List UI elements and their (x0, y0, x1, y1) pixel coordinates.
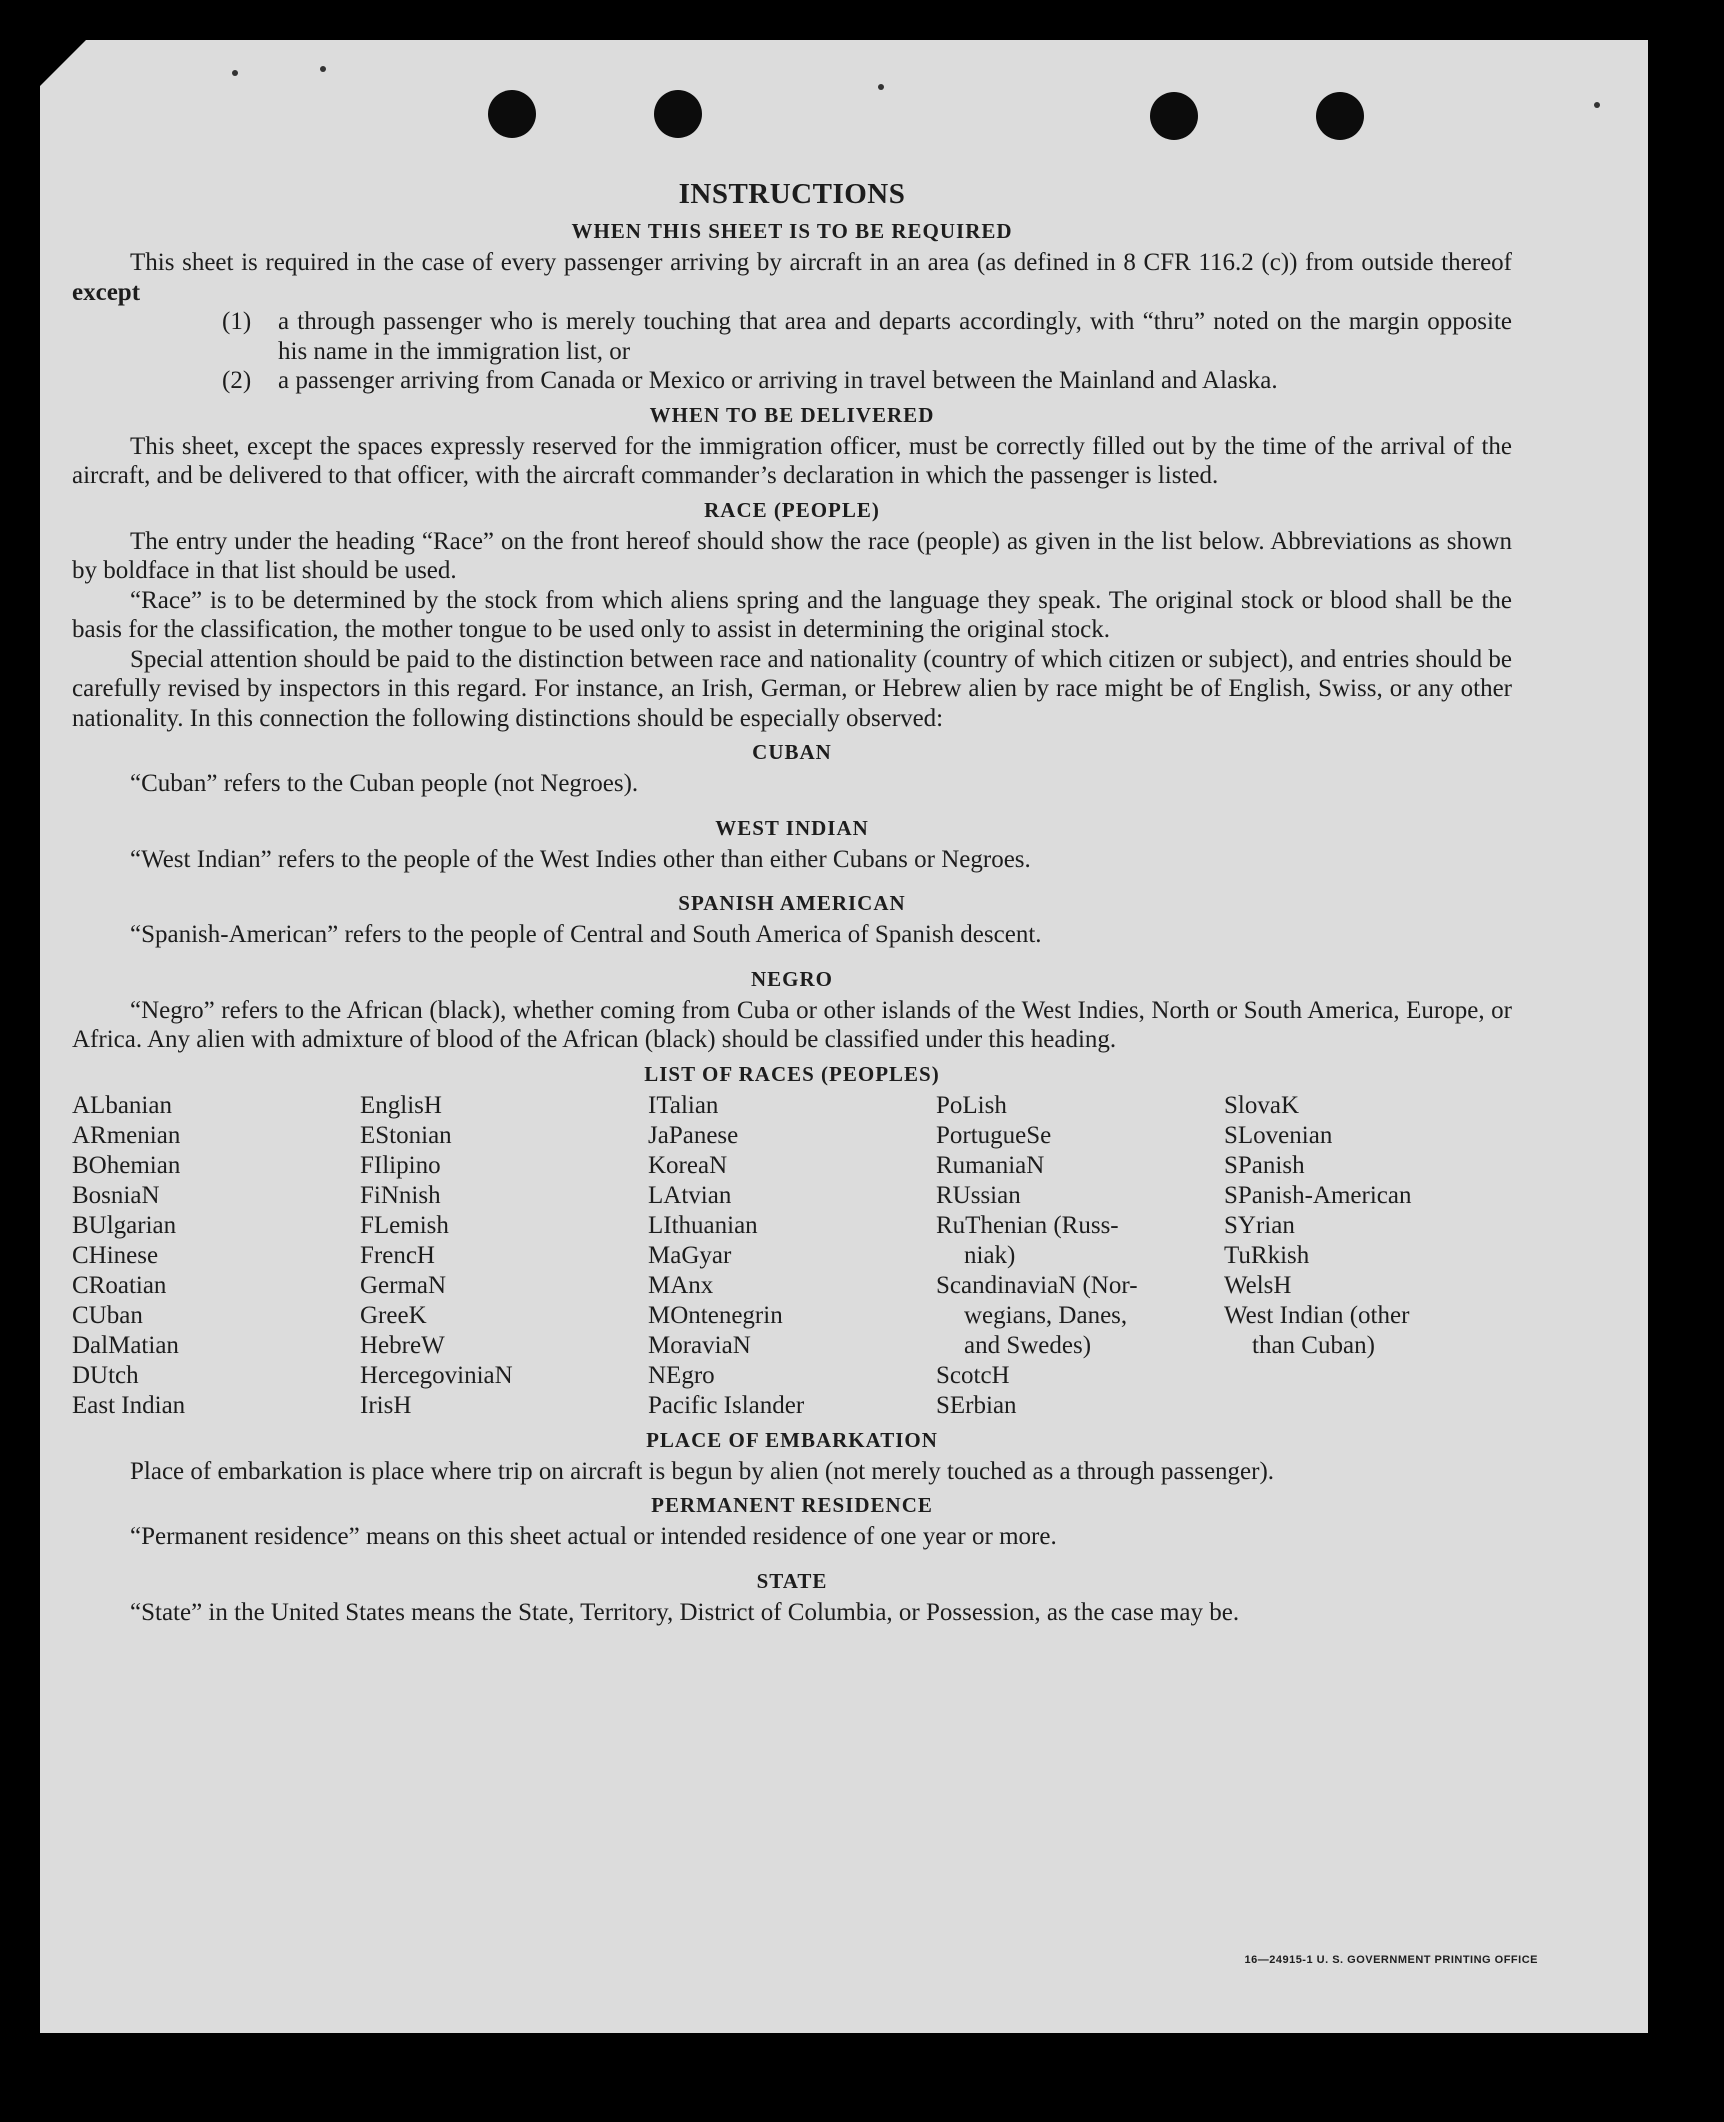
races-column-2 (360, 1091, 648, 1421)
race-item: GreeK (360, 1301, 427, 1329)
heading-embarkation: PLACE OF EMBARKATION (646, 1427, 938, 1452)
race-item: WelsH (1224, 1271, 1292, 1299)
residence-text: “Permanent residence” means on this sheet actual or intended residence of one year or more. (130, 1523, 1057, 1550)
page-title: INSTRUCTIONS (678, 178, 906, 210)
punch-hole (1150, 92, 1198, 140)
race-item: BOhemian (72, 1151, 181, 1179)
folded-corner (40, 40, 86, 86)
race-item: IrisH (360, 1391, 412, 1419)
race-item: HebreW (360, 1331, 445, 1359)
race-item: East Indian (72, 1391, 186, 1419)
heading-west-indian: WEST INDIAN (715, 815, 869, 840)
race-item: PortugueSe (936, 1121, 1052, 1149)
heading-race: RACE (PEOPLE) (704, 497, 880, 522)
race-item: Pacific Islander (648, 1391, 805, 1419)
race-item: CRoatian (72, 1271, 167, 1299)
race-item: EnglisH (360, 1091, 442, 1119)
race-item: MOntenegrin (648, 1301, 783, 1329)
race-item: GermaN (360, 1271, 447, 1299)
speck (1594, 102, 1600, 108)
race-item: DalMatian (72, 1331, 179, 1359)
race-item: FIlipino (360, 1151, 441, 1179)
heading-delivered: WHEN TO BE DELIVERED (649, 402, 935, 427)
punch-hole (1316, 92, 1364, 140)
negro-text: “Negro” refers to the African (black), whether coming from Cuba or other islands of the West Indies, North or South America, Europe, or Africa. Any alien with admixture of blood of the African (black) should be classified under this heading. (72, 996, 1512, 1053)
races-column-3 (648, 1091, 936, 1421)
west-indian-text: “West Indian” refers to the people of the West Indies other than either Cubans or Negroes. (130, 845, 1031, 873)
race-item: PoLish (936, 1091, 1007, 1119)
punch-hole (488, 90, 536, 138)
race-item: BosniaN (72, 1181, 160, 1209)
race-item: ITalian (648, 1091, 719, 1119)
race-paragraph-2: “Race” is to be determined by the stock from which aliens spring and the language they speak. The original stock or blood shall be the basis for the classification, the mother tongue to be used only to assist in determining the original stock. (72, 586, 1512, 643)
race-item: FiNnish (360, 1181, 441, 1209)
heading-cuban: CUBAN (752, 740, 832, 764)
race-item: KoreaN (648, 1151, 728, 1179)
race-item: SPanish (1224, 1151, 1305, 1179)
race-item: ARmenian (72, 1121, 181, 1149)
race-item: than Cuban) (1252, 1331, 1375, 1359)
race-item: SYrian (1224, 1211, 1295, 1239)
race-item: SlovaK (1224, 1091, 1299, 1119)
instructions-content (72, 176, 1512, 1627)
race-item: SPanish-American (1224, 1181, 1412, 1209)
heading-state: STATE (756, 1568, 828, 1593)
printing-office-footer: 16—24915-1 U. S. GOVERNMENT PRINTING OFFICE (1244, 1954, 1538, 1966)
race-item: HercegoviniaN (360, 1361, 513, 1389)
races-column-5 (1224, 1091, 1512, 1421)
race-item: CUban (72, 1301, 143, 1329)
race-item: West Indian (other (1224, 1301, 1410, 1329)
race-item: ScandinaviaN (Nor- (936, 1271, 1138, 1299)
punch-hole (654, 90, 702, 138)
race-item: RumaniaN (936, 1151, 1045, 1179)
race-item: MoraviaN (648, 1331, 751, 1359)
race-item: EStonian (360, 1121, 452, 1149)
heading-list-of-races: LIST OF RACES (PEOPLES) (644, 1061, 940, 1086)
required-intro: This sheet is required in the case of every passenger arriving by aircraft in an area (as defined in 8 CFR 116.2 (c)) from outside thereof except (72, 249, 1512, 306)
race-item: JaPanese (648, 1121, 739, 1149)
race-item: NEgro (648, 1361, 715, 1389)
speck (320, 66, 326, 72)
speck (878, 84, 884, 90)
item-text: a passenger arriving from Canada or Mexico or arriving in travel between the Mainland and Alaska. (278, 367, 1278, 394)
state-text: “State” in the United States means the State, Territory, District of Columbia, or Possession, as the case may be. (130, 1598, 1240, 1626)
races-column-1 (72, 1091, 360, 1421)
race-paragraph-1: The entry under the heading “Race” on the front hereof should show the race (people) as given in the list below. Abbreviations as shown by boldface in that list should be used. (72, 527, 1512, 584)
race-paragraph-3: Special attention should be paid to the distinction between race and nationality (country of which citizen or subject), and entries should be carefully revised by inspectors in this regard. For instance, an Irish, German, or Hebrew alien by race might be of English, Swiss, or any other nationality. In this connection the following distinctions should be especially observed: (72, 645, 1512, 732)
speck (232, 70, 238, 76)
spanish-american-text: “Spanish-American” refers to the people of Central and South America of Spanish descent. (130, 921, 1042, 948)
race-item: ALbanian (72, 1091, 172, 1119)
race-item: MaGyar (648, 1241, 732, 1269)
cuban-text: “Cuban” refers to the Cuban people (not Negroes). (130, 770, 639, 797)
race-item: ScotcH (936, 1361, 1010, 1389)
heading-required: WHEN THIS SHEET IS TO BE REQUIRED (571, 219, 1013, 243)
required-item-2 (72, 366, 1512, 396)
heading-residence: PERMANENT RESIDENCE (651, 1493, 933, 1517)
race-item: LAtvian (648, 1181, 732, 1209)
race-item: RUssian (936, 1181, 1021, 1209)
race-item: FrencH (360, 1241, 435, 1269)
race-item: wegians, Danes, (964, 1301, 1128, 1329)
race-item: MAnx (648, 1271, 714, 1299)
race-item: TuRkish (1224, 1241, 1310, 1269)
heading-negro: NEGRO (750, 966, 833, 991)
race-item: niak) (964, 1241, 1016, 1269)
required-item-1 (72, 307, 1512, 366)
race-item: FLemish (360, 1211, 449, 1239)
race-item: RuThenian (Russ- (936, 1211, 1119, 1239)
race-item: DUtch (72, 1361, 139, 1389)
races-column-4 (936, 1091, 1224, 1421)
race-item: CHinese (72, 1241, 159, 1269)
item-text: a through passenger who is merely touching that area and departs accordingly, with “thru” noted on the margin opposite his name in the immigration list, or (278, 308, 1512, 365)
document-sheet (40, 40, 1648, 2033)
race-item: SLovenian (1224, 1121, 1333, 1149)
races-list (72, 1091, 1512, 1421)
embarkation-text: Place of embarkation is place where trip on aircraft is begun by alien (not merely touched as a through passenger). (130, 1457, 1275, 1485)
heading-spanish-american: SPANISH AMERICAN (678, 891, 906, 915)
race-item: LIthuanian (648, 1211, 758, 1239)
race-item: BUlgarian (72, 1211, 177, 1239)
item-number: (2) (222, 367, 252, 394)
delivered-text: This sheet, except the spaces expressly reserved for the immigration officer, must be correctly filled out by the time of the arrival of the aircraft, and be delivered to that officer, with the aircraft commander’s declaration in which the passenger is listed. (72, 432, 1512, 489)
race-item: and Swedes) (964, 1331, 1092, 1359)
item-number: (1) (222, 308, 252, 335)
race-item: SErbian (936, 1391, 1017, 1419)
